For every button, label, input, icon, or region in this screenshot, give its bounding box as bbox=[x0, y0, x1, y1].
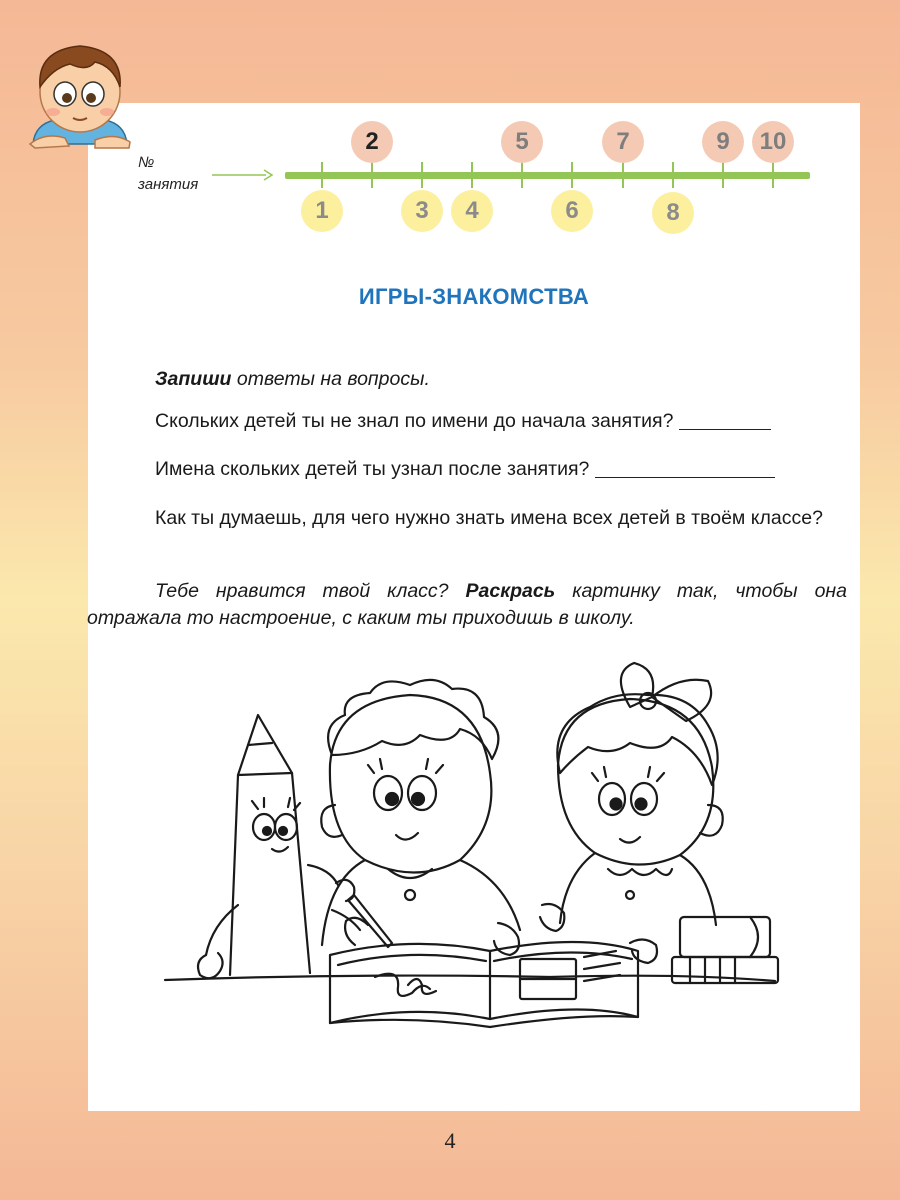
timeline-tick bbox=[321, 162, 323, 188]
lesson-marker-5: 5 bbox=[501, 121, 543, 163]
lesson-word: занятия bbox=[138, 176, 199, 193]
timeline-tick bbox=[371, 162, 373, 188]
lesson-timeline bbox=[285, 172, 810, 179]
lesson-marker-7: 7 bbox=[602, 121, 644, 163]
question-2 bbox=[155, 456, 855, 483]
answer-line-1[interactable] bbox=[679, 409, 771, 430]
instruction-write-bold: Запиши bbox=[155, 368, 232, 390]
lesson-marker-10: 10 bbox=[752, 121, 794, 163]
question-3: Как ты думаешь, для чего нужно знать имена всех детей в твоём классе? bbox=[155, 507, 823, 529]
answer-line-2[interactable] bbox=[595, 457, 775, 478]
boy-peeking-icon bbox=[25, 32, 135, 152]
coloring-bold: Раскрась bbox=[465, 580, 556, 602]
page-number: 4 bbox=[444, 1128, 456, 1153]
question-1-text: Скольких детей ты не знал по имени до начала занятия? bbox=[155, 410, 674, 432]
lesson-marker-1: 1 bbox=[301, 190, 343, 232]
coloring-instruction bbox=[87, 578, 847, 632]
coloring-rest: картинку так, чтобы она отражала то настроение, с каким ты приходишь в школу. bbox=[87, 580, 847, 629]
lesson-marker-2: 2 bbox=[351, 121, 393, 163]
timeline-tick bbox=[622, 162, 624, 188]
timeline-tick bbox=[772, 162, 774, 188]
coloring-intro: Тебе нравится твой класс? bbox=[155, 580, 466, 602]
arrow-right-icon bbox=[212, 168, 274, 182]
timeline-tick bbox=[571, 162, 573, 188]
timeline-tick bbox=[521, 162, 523, 188]
lesson-number-sign: № bbox=[138, 154, 155, 171]
instruction-write-rest: ответы на вопросы. bbox=[231, 368, 430, 390]
timeline-tick bbox=[471, 162, 473, 188]
timeline-tick bbox=[722, 162, 724, 188]
lesson-marker-8: 8 bbox=[652, 192, 694, 234]
question-2-text: Имена скольких детей ты узнал после занятия? bbox=[155, 458, 590, 480]
children-reading-coloring-icon bbox=[160, 655, 800, 1085]
lesson-marker-6: 6 bbox=[551, 190, 593, 232]
instruction-write bbox=[155, 366, 845, 393]
lesson-marker-4: 4 bbox=[451, 190, 493, 232]
lesson-marker-9: 9 bbox=[702, 121, 744, 163]
timeline-tick bbox=[421, 162, 423, 188]
timeline-tick bbox=[672, 162, 674, 188]
lesson-marker-3: 3 bbox=[401, 190, 443, 232]
question-1 bbox=[155, 408, 855, 435]
page-title: ИГРЫ-ЗНАКОМСТВА bbox=[358, 284, 590, 309]
